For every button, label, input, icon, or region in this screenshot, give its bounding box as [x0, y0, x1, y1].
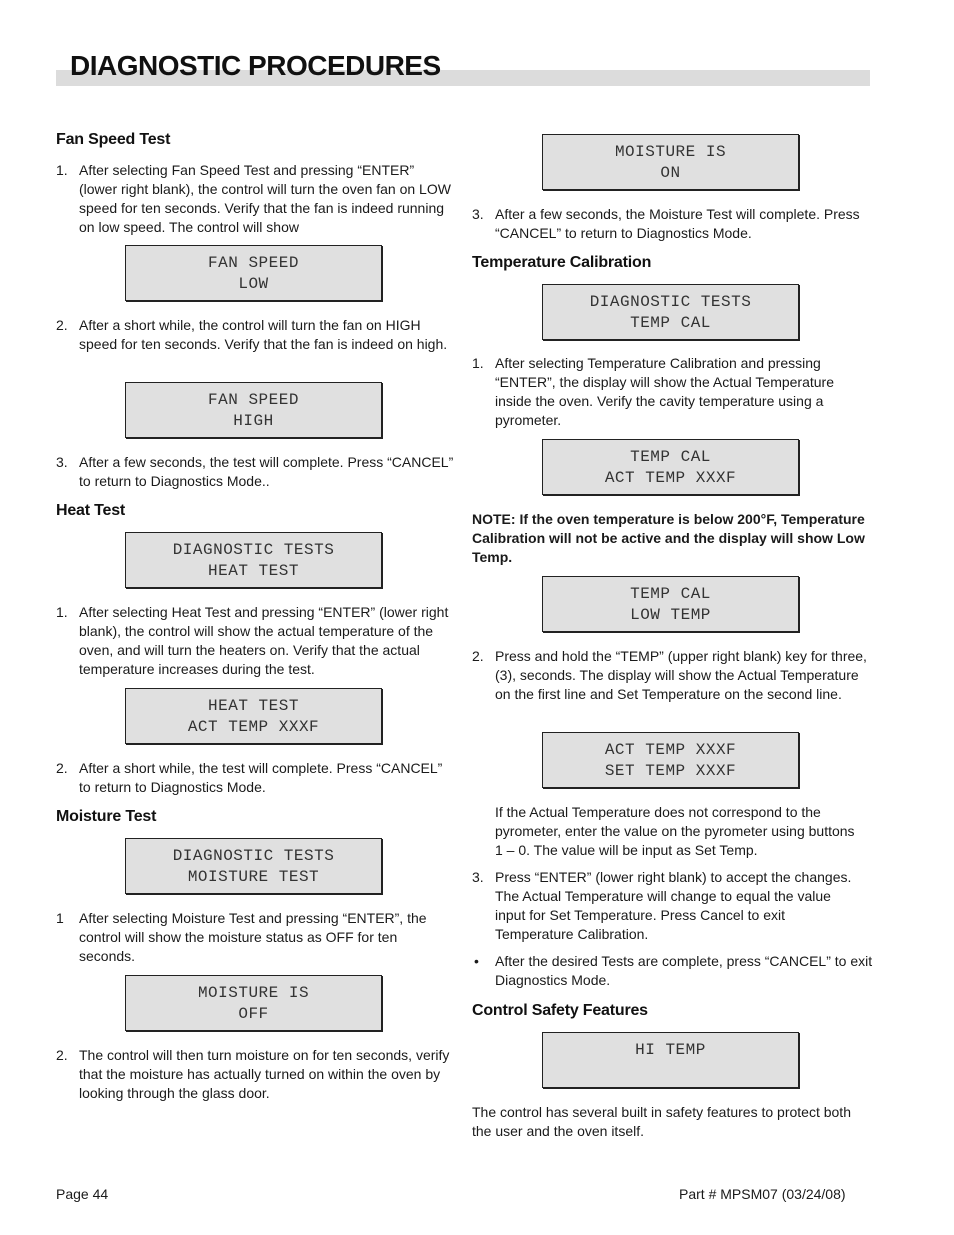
fan-speed-heading: Fan Speed Test	[56, 131, 171, 148]
moisture-off-display: MOISTURE IS OFF	[125, 975, 382, 1031]
part-number: Part # MPSM07 (03/24/08)	[679, 1186, 846, 1202]
safety-heading: Control Safety Features	[472, 1002, 648, 1019]
temp-cal-menu-display: DIAGNOSTIC TESTS TEMP CAL	[542, 284, 799, 340]
heat-test-menu-display: DIAGNOSTIC TESTS HEAT TEST	[125, 532, 382, 588]
page-title: DIAGNOSTIC PROCEDURES	[70, 50, 441, 81]
temp-cal-act-display: TEMP CAL ACT TEMP XXXF	[542, 439, 799, 495]
temp-cal-low-display: TEMP CAL LOW TEMP	[542, 576, 799, 632]
temp-cal-heading: Temperature Calibration	[472, 254, 652, 271]
moisture-test-heading: Moisture Test	[56, 808, 157, 825]
fan-speed-low-display: FAN SPEED LOW	[125, 245, 382, 301]
heat-test-heading: Heat Test	[56, 502, 126, 519]
page-number: Page 44	[56, 1186, 109, 1202]
fan-speed-high-display: FAN SPEED HIGH	[125, 382, 382, 438]
moisture-test-menu-display: DIAGNOSTIC TESTS MOISTURE TEST	[125, 838, 382, 894]
moisture-on-display: MOISTURE IS ON	[542, 134, 799, 190]
safety-paragraph: The control has several built in safety features to protect both the user and the oven itself.	[472, 1104, 851, 1139]
heat-test-temp-display: HEAT TEST ACT TEMP XXXF	[125, 688, 382, 744]
temp-cal-set-display: ACT TEMP XXXF SET TEMP XXXF	[542, 732, 799, 788]
hi-temp-display: HI TEMP	[542, 1032, 799, 1088]
temp-cal-paragraph: If the Actual Temperature does not correspond to the pyrometer, enter the value on the pyrometer using buttons 1 – 0. The value will be input as Set Temp.	[495, 804, 855, 858]
temp-cal-note: NOTE: If the oven temperature is below 200°F, Temperature Calibration will not be active and the display will show Low Temp.	[472, 511, 865, 565]
